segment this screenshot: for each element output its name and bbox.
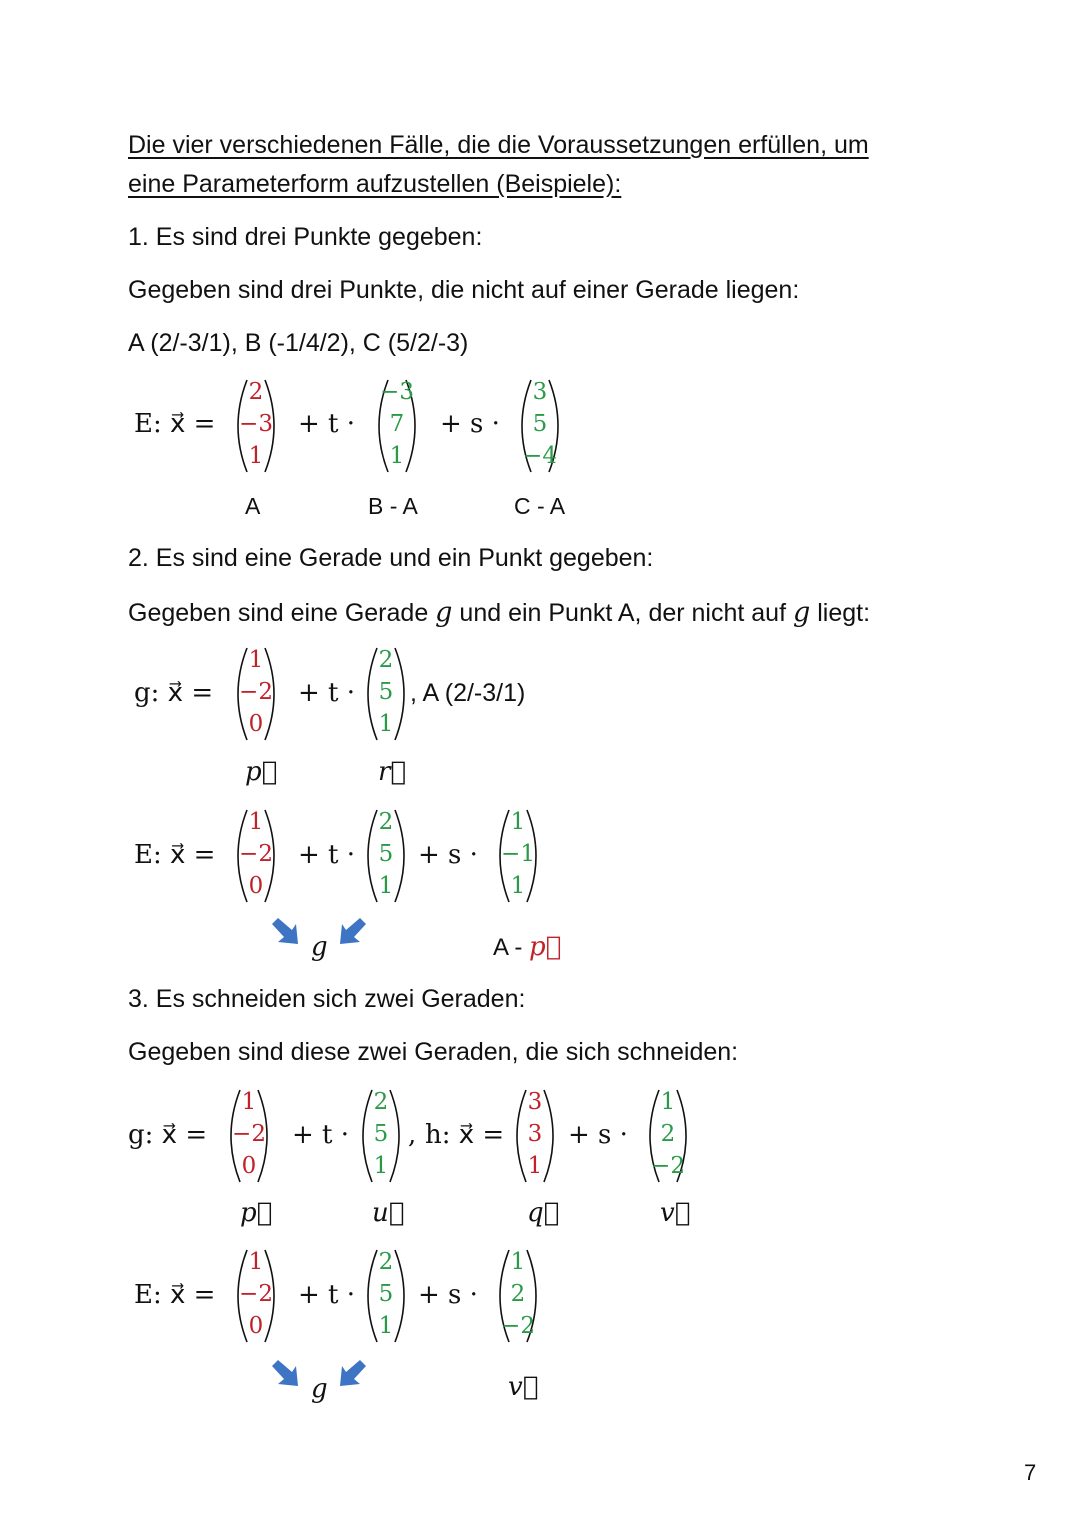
case2-e-r-z: 1 — [378, 873, 394, 899]
case3-plane-vector-u — [363, 1248, 409, 1344]
case3-vector-u — [358, 1088, 404, 1184]
heading-line-1: Die vier verschiedenen Fälle, die die Voraussetzungen erfüllen, um — [128, 131, 869, 159]
case3-p-z: 0 — [241, 1153, 257, 1179]
case3-v-x: 1 — [660, 1089, 676, 1115]
case1-label-b-minus-a: B - A — [368, 493, 418, 519]
case3-e-v-z: −2 — [501, 1313, 535, 1339]
case3-label-v: v⃗ — [660, 1198, 691, 1228]
case3-plane-vector-v — [495, 1248, 541, 1344]
case1-a-y: −3 — [239, 411, 273, 437]
case2-e-p-y: −2 — [239, 841, 273, 867]
case3-e-u-y: 5 — [378, 1281, 394, 1307]
case2-desc-g1: g — [435, 597, 453, 628]
case3-comma: , — [408, 1120, 417, 1150]
case3-vector-q — [512, 1088, 558, 1184]
case3-v-y: 2 — [660, 1121, 676, 1147]
case3-e-p-y: −2 — [239, 1281, 273, 1307]
page-number: 7 — [1024, 1460, 1037, 1485]
case3-q-z: 1 — [527, 1153, 543, 1179]
case2-line-vector-p — [233, 646, 279, 742]
case3-h-lhs: h: x⃗ = — [425, 1120, 505, 1150]
case1-ca-z: −4 — [523, 443, 557, 469]
arrow-down-left-icon — [336, 918, 368, 946]
case2-plane-vector-p — [233, 808, 279, 904]
case3-q-y: 3 — [527, 1121, 543, 1147]
case3-vector-p — [226, 1088, 272, 1184]
case2-desc-g2: g — [792, 597, 811, 628]
case2-label-r: r⃗ — [378, 757, 407, 787]
case2-label-a-minus-p-vector: p⃗ — [529, 932, 562, 962]
case2-plane-plus-s: + s · — [418, 840, 478, 870]
case2-label-g: g — [311, 932, 328, 962]
arrow-down-left-icon — [336, 1360, 368, 1388]
case3-e-v-x: 1 — [510, 1249, 526, 1275]
case1-vector-b-minus-a — [374, 378, 420, 474]
case3-label-v-bottom: v⃗ — [508, 1372, 539, 1402]
case3-label-p: p⃗ — [240, 1198, 273, 1228]
case3-e-u-x: 2 — [378, 1249, 394, 1275]
case2-p-y: −2 — [239, 679, 273, 705]
case2-r-x: 2 — [378, 647, 394, 673]
case2-line-vector-r — [363, 646, 409, 742]
case1-ba-z: 1 — [389, 443, 405, 469]
case1-ba-x: −3 — [380, 379, 414, 405]
case3-e-p-x: 1 — [248, 1249, 264, 1275]
case3-plane-plus-t: + t · — [298, 1280, 356, 1310]
case2-e-ap-y: −1 — [501, 841, 535, 867]
case2-plane-plus-t: + t · — [298, 840, 356, 870]
case3-label-u: u⃗ — [372, 1198, 405, 1228]
case2-description: Gegeben sind eine Gerade g und ein Punkt A, der nicht auf g liegt: — [128, 597, 871, 628]
case1-ca-x: 3 — [532, 379, 548, 405]
case2-p-x: 1 — [248, 647, 264, 673]
case3-description: Gegeben sind diese zwei Geraden, die sich schneiden: — [128, 1038, 739, 1066]
case2-r-y: 5 — [378, 679, 394, 705]
case2-e-p-x: 1 — [248, 809, 264, 835]
case1-a-z: 1 — [248, 443, 264, 469]
case2-plane-lhs: E: x⃗ = — [134, 840, 216, 870]
case2-point-a: , A (2/-3/1) — [410, 679, 526, 707]
case3-v-z: −2 — [651, 1153, 685, 1179]
case3-plane-lhs: E: x⃗ = — [134, 1280, 216, 1310]
case3-title: 3. Es schneiden sich zwei Geraden: — [128, 985, 526, 1013]
case3-e-v-y: 2 — [510, 1281, 526, 1307]
case1-label-a: A — [245, 493, 261, 519]
case2-line-lhs: g: x⃗ = — [134, 678, 214, 708]
case3-vector-v — [645, 1088, 691, 1184]
case3-plane-vector-p — [233, 1248, 279, 1344]
case3-u-y: 5 — [373, 1121, 389, 1147]
case2-line-plus-t: + t · — [298, 678, 356, 708]
case2-p-z: 0 — [248, 711, 264, 737]
case1-title: 1. Es sind drei Punkte gegeben: — [128, 223, 483, 251]
case2-e-p-z: 0 — [248, 873, 264, 899]
case1-ca-y: 5 — [532, 411, 548, 437]
case2-plane-vector-a-minus-p — [495, 808, 541, 904]
case3-e-p-z: 0 — [248, 1313, 264, 1339]
arrow-down-right-icon — [270, 918, 302, 946]
case1-ba-y: 7 — [389, 411, 405, 437]
case3-e-u-z: 1 — [378, 1313, 394, 1339]
case3-label-q: q⃗ — [527, 1198, 560, 1228]
case3-p-y: −2 — [232, 1121, 266, 1147]
case3-p-x: 1 — [241, 1089, 257, 1115]
case1-plus-t: + t · — [298, 409, 356, 439]
case3-q-x: 3 — [527, 1089, 543, 1115]
case3-u-z: 1 — [373, 1153, 389, 1179]
case3-plus-t: + t · — [292, 1120, 350, 1150]
case2-title: 2. Es sind eine Gerade und ein Punkt gegeben: — [128, 544, 654, 572]
case3-u-x: 2 — [373, 1089, 389, 1115]
case2-e-ap-x: 1 — [510, 809, 526, 835]
case3-plane-plus-s: + s · — [418, 1280, 478, 1310]
case2-e-ap-z: 1 — [510, 873, 526, 899]
case2-e-r-y: 5 — [378, 841, 394, 867]
heading-line-2: eine Parameterform aufzustellen (Beispiele): — [128, 170, 622, 198]
case2-r-z: 1 — [378, 711, 394, 737]
case2-label-a-minus-p: A - p⃗ — [493, 932, 562, 962]
case2-label-p: p⃗ — [245, 757, 278, 787]
case2-e-r-x: 2 — [378, 809, 394, 835]
case2-plane-vector-r — [363, 808, 409, 904]
case1-plane-lhs: E: x⃗ = — [134, 409, 216, 439]
case1-plus-s: + s · — [440, 409, 500, 439]
case1-a-x: 2 — [248, 379, 264, 405]
case1-points: A (2/-3/1), B (-1/4/2), C (5/2/-3) — [128, 329, 469, 357]
case3-g-lhs: g: x⃗ = — [128, 1120, 208, 1150]
arrow-down-right-icon — [270, 1360, 302, 1388]
case3-label-g: g — [311, 1374, 328, 1404]
case1-vector-c-minus-a — [517, 378, 563, 474]
case1-label-c-minus-a: C - A — [514, 493, 566, 519]
case3-plus-s: + s · — [568, 1120, 628, 1150]
case1-description: Gegeben sind drei Punkte, die nicht auf einer Gerade liegen: — [128, 276, 800, 304]
case1-vector-a — [233, 378, 279, 474]
